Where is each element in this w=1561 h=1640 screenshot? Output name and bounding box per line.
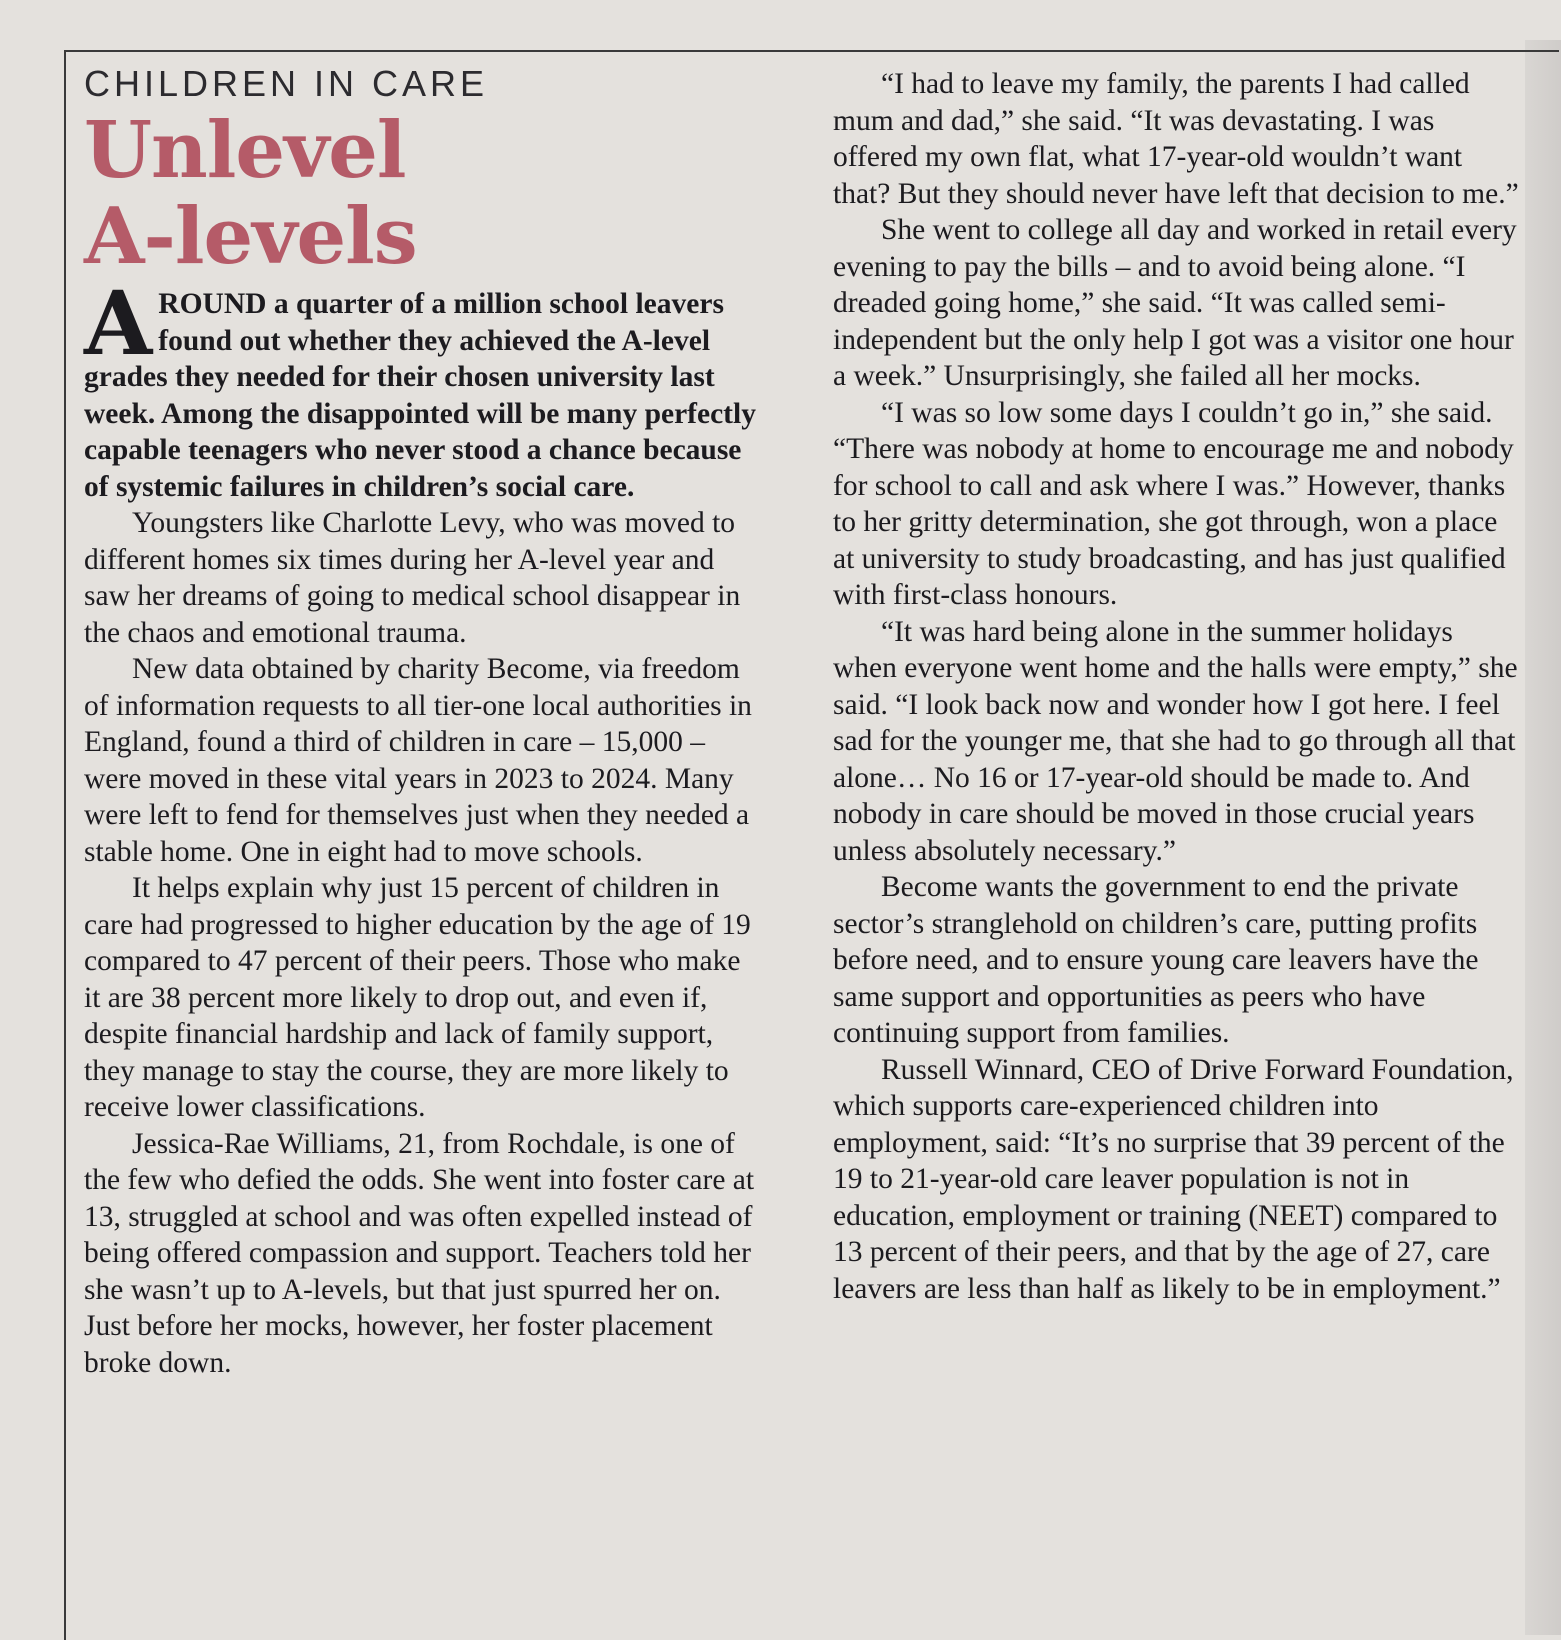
headline	[84, 105, 764, 282]
body-paragraph: Jessica-Rae Williams, 21, from Rochdale, is one of the few who defied the odds. She went into foster care at 13, struggled at school and was often expelled instead of being offered compassion and support. Teachers told her she wasn’t up to A-levels, but that just spurred her on. Just before her mocks, however, her foster placement broke down.	[84, 1127, 755, 1379]
body-paragraph: New data obtained by charity Become, via freedom of information requests to all tier-one local authorities in England, found a third of children in care – 15,000 – were moved in these vital years in 2023 to 2024. Many were left to fend for themselves just when they needed a stable home. One in eight had to move schools.	[84, 653, 752, 868]
headline-line-1: Unlevel	[84, 105, 406, 196]
article-box	[64, 50, 1559, 1640]
body-paragraph: It helps explain why just 15 percent of children in care had progressed to higher education by the age of 19 compared to 47 percent of their peers. Those who make it are 38 percent more likely to drop out, and even if, despite financial hardship and lack of family support, they manage to stay the course, they are more likely to receive lower classifications.	[84, 872, 751, 1123]
lede-paragraph	[84, 271, 764, 505]
section-label: CHILDREN IN CARE	[84, 63, 489, 104]
right-column	[833, 66, 1523, 1307]
lede-text: ROUND a quarter of a million school leavers found out whether they achieved the A-level grades they needed for their chosen university last week. Among the disappointed will be many perfectly capable teenagers who never stood a chance because of systemic failures in children’s social care.	[84, 288, 756, 503]
drop-cap: A	[84, 271, 153, 375]
body-paragraph: “It was hard being alone in the summer holidays when everyone went home and the halls were empty,” she said. “I look back now and wonder how I got here. I feel sad for the younger me, that she had to go through all that alone… No 16 or 17-year-old should be made to. And nobody in care should be moved in those crucial years unless absolutely necessary.”	[833, 615, 1518, 867]
left-column	[84, 52, 764, 1381]
headline-line-2: A-levels	[84, 191, 417, 282]
body-paragraph: Youngsters like Charlotte Levy, who was moved to different homes six times during her A-level year and saw her dreams of going to medical school disappear in the chaos and emotional trauma.	[84, 507, 741, 649]
body-paragraph: “I had to leave my family, the parents I had called mum and dad,” she said. “It was devastating. I was offered my own flat, what 17-year-old wouldn’t want that? But they should never have left that decision to me.”	[833, 68, 1519, 210]
body-paragraph: She went to college all day and worked in retail every evening to pay the bills – and to avoid being alone. “I dreaded going home,” she said. “It was called semi-independent but the only help I got was a visitor one hour a week.” Unsurprisingly, she failed all her mocks.	[833, 214, 1517, 392]
body-paragraph: “I was so low some days I couldn’t go in,” she said. “There was nobody at home to encourage me and nobody for school to call and ask where I was.” However, thanks to her gritty determination, she got through, won a place at university to study broadcasting, and has just qualified with first-class honours.	[833, 396, 1514, 611]
body-paragraph: Russell Winnard, CEO of Drive Forward Foundation, which supports care-experienced children into employment, said: “It’s no surprise that 39 percent of the 19 to 21-year-old care leaver population is not in education, employment or training (NEET) compared to 13 percent of their peers, and that by the age of 27, care leavers are less than half as likely to be in employment.”	[833, 1053, 1514, 1305]
body-paragraph: Become wants the government to end the private sector’s stranglehold on children’s care, putting profits before need, and to ensure young care leavers have the same support and opportunities as peers who have continuing support from families.	[833, 871, 1479, 1049]
